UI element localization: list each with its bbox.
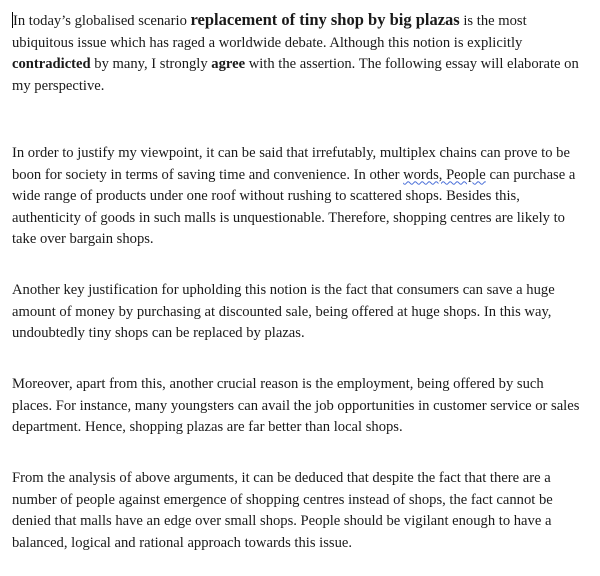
paragraph-body-2: Another key justification for upholding this notion is the fact that consumers can save a huge amount of money by purchasing at discounted sale, being offered at huge shops. In this way, undoubtedly tiny shops can be replaced by plazas. <box>12 282 555 342</box>
intro-topic-bold: replacement of tiny shop by big plazas <box>190 10 460 29</box>
paragraph-body-3: Moreover, apart from this, another crucial reason is the employment, being offered by such places. For instance, many youngsters can avail the job opportunities in customer service or sales department. Hence, shopping plazas are far better than local shops. <box>12 376 580 436</box>
paragraph-introduction <box>12 9 587 97</box>
body1-text-2: can purchase a wide range of products under one roof without rushing to scattered shops. Besides this, authenticity of goods in such malls is unquestionable. Therefore, shopping centres are likely to take over bargain shops. <box>12 166 576 248</box>
paragraph-body-1 <box>12 143 587 251</box>
intro-text-4: with the assertion. The following essay will elaborate on my perspective. <box>12 56 579 94</box>
intro-text-1: In today’s globalised scenario <box>13 13 191 29</box>
paragraph-conclusion: From the analysis of above arguments, it can be deduced that despite the fact that there are a number of people against emergence of shopping centres instead of shops, the fact cannot be denied that malls have an edge over small shops. People should be vigilant enough to have a balanced, logical and rational approach towards this issue. <box>12 470 553 551</box>
intro-text-2: is the most ubiquitous issue which has raged a worldwide debate. Although this notion is explicitly <box>12 13 527 51</box>
spellcheck-flagged-text[interactable]: words, People <box>403 166 486 183</box>
intro-text-3: by many, I strongly <box>90 56 212 73</box>
body1-text-1: In order to justify my viewpoint, it can be said that irrefutably, multiplex chains can prove to be boon for society in terms of saving time and convenience. In other <box>12 145 570 183</box>
intro-contradicted-bold: contradicted <box>12 56 91 73</box>
intro-agree-bold: agree <box>211 56 246 73</box>
